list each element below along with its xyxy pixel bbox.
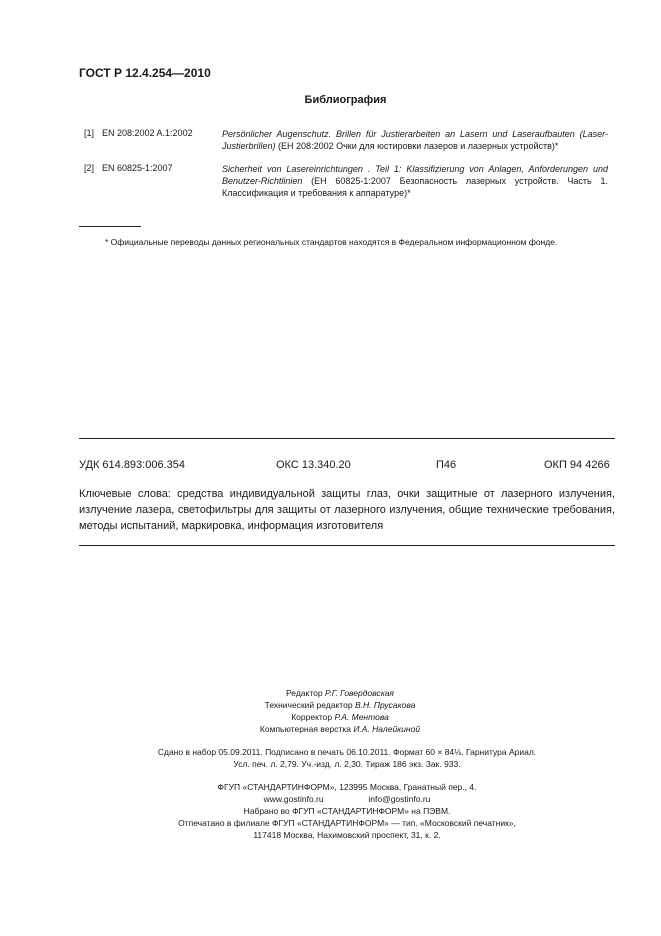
layout-name: И.А. Налейкиной <box>353 724 421 734</box>
bib-item-2-original: Sicherheit von Lasereinrichtungen . Teil 1: Klassifizierung von Anlagen, Anforderungen und Benutzer-Richtlinien <box>222 164 608 186</box>
bib-item-2-text <box>222 163 608 199</box>
bib-item-1-translation: (ЕН 208:2002 Очки для юстировки лазеров и лазерных устройств)* <box>278 141 559 151</box>
bib-item-2-code: EN 60825-1:2007 <box>102 163 173 173</box>
footnote-text: * Официальные переводы данных региональных стандартов находятся в Федеральном информационном фонде. <box>105 237 558 247</box>
keywords-label: Ключевые слова: <box>79 488 171 500</box>
publisher-email[interactable]: info@gostinfo.ru <box>368 794 431 804</box>
print-info-line-1: Сдано в набор 05.09.2011. Подписано в печать 06.10.2011. Формат 60 × 84⅛. Гарнитура Ариал. <box>157 747 537 757</box>
udk-code: УДК 614.893:006.354 <box>79 459 185 471</box>
credit-layout <box>120 723 560 735</box>
divider-top <box>79 438 615 439</box>
print-info-line-2: Усл. печ. л. 2,79. Уч.-изд. л. 2,30. Тираж 186 экз. Зак. 933. <box>233 759 461 769</box>
editor-label: Редактор <box>286 688 323 698</box>
editor-name: Р.Г. Говердовская <box>324 688 394 698</box>
corrector-label: Корректор <box>291 712 333 722</box>
publisher-site[interactable]: www.gostinfo.ru <box>263 794 324 804</box>
footnote-rule <box>79 226 141 227</box>
bib-item-1-code: EN 208:2002 A.1:2002 <box>102 128 193 138</box>
credit-corrector <box>120 711 560 723</box>
standard-number: ГОСТ Р 12.4.254—2010 <box>79 66 211 80</box>
divider-bottom <box>79 545 615 546</box>
corrector-name: Р.А. Ментова <box>334 712 389 722</box>
bibliography-title: Библиография <box>304 94 387 106</box>
bib-item-1-number: [1] <box>84 128 95 138</box>
tech-editor-label: Технический редактор <box>264 700 353 710</box>
publisher-line-3: Набрано во ФГУП «СТАНДАРТИНФОРМ» на ПЭВМ. <box>243 806 451 816</box>
bib-item-2-number: [2] <box>84 163 95 173</box>
layout-label: Компьютерная верстка <box>259 724 351 734</box>
tech-editor-name: В.Н. Прусакова <box>354 700 416 710</box>
publisher-line-1: ФГУП «СТАНДАРТИНФОРМ», 123995 Москва, Гранатный пер., 4. <box>217 782 477 792</box>
credit-tech-editor <box>120 699 560 711</box>
oks-code: ОКС 13.340.20 <box>276 459 351 471</box>
publisher-line-5: 117418 Москва, Нахимовский проспект, 31, к. 2. <box>253 830 441 840</box>
group-code: П46 <box>436 459 457 471</box>
bib-item-1-text <box>222 128 608 152</box>
keywords <box>79 486 615 534</box>
credit-editor <box>120 687 560 699</box>
publisher-line-4: Отпечатано в филиале ФГУП «СТАНДАРТИНФОРМ» — тип. «Московский печатник», <box>178 818 516 828</box>
bib-item-1-original: Persönlicher Augenschutz. Brillen für Justierarbeiten an Lasern und Laseraufbauten (Laser-Justierbrillen) <box>222 129 608 151</box>
keywords-text: средства индивидуальной защиты глаз, очки защитные от лазерного излучения, излучение лазера, светофильтры для защиты от лазерного излучения, общие технические требования, методы испытаний, маркировка, информация изготовителя <box>79 488 615 532</box>
publisher-contacts <box>79 793 615 805</box>
okp-code: ОКП 94 4266 <box>544 459 610 471</box>
bib-item-2-translation: (ЕН 60825-1:2007 Безопасность лазерных устройств. Часть 1. Классификация и требования к аппаратуре)* <box>222 176 608 198</box>
